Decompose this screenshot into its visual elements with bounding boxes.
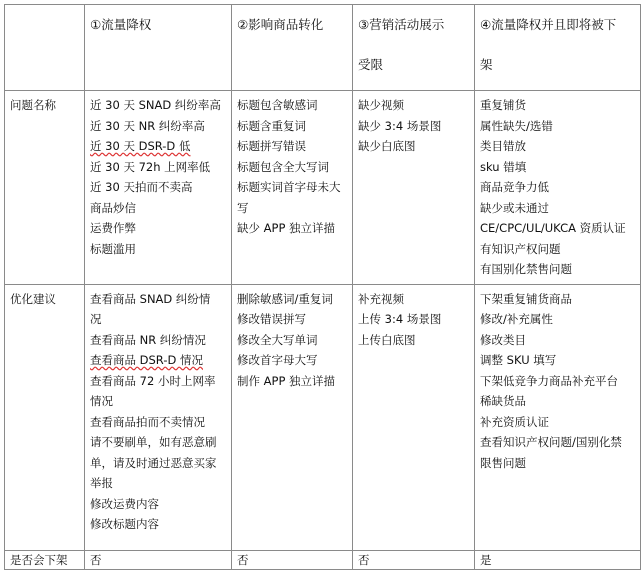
suggest-item: 修改全大写单词 <box>237 332 318 347</box>
problem-item: 缺少视频 <box>358 98 404 112</box>
problem-item: 近 30 天 DSR-D 低 <box>90 139 191 153</box>
problem-item: 有国别化禁售问题 <box>480 262 572 276</box>
suggest-col-1 <box>85 284 232 550</box>
suggest-item: 限售问题 <box>480 455 526 470</box>
header-corner <box>5 5 85 91</box>
problem-item: 标题包含全大写词 <box>237 159 329 174</box>
header-col-3 <box>353 5 475 91</box>
delist-col-4: 是 <box>475 550 641 569</box>
delist-row <box>5 550 641 569</box>
delist-col-2: 否 <box>232 550 353 569</box>
suggest-item: 补充资质认证 <box>480 414 549 429</box>
row-label-suggest: 优化建议 <box>5 284 85 550</box>
header-col-2-line: ②影响商品转化 <box>237 17 324 32</box>
problem-item: 近 30 天 NR 纠纷率高 <box>90 118 205 133</box>
problem-item: 标题含重复词 <box>237 118 306 133</box>
suggest-item: 查看商品 DSR-D 情况 <box>90 353 203 367</box>
problem-col-4 <box>475 91 641 285</box>
problem-item: 标题实词首字母未大 <box>237 180 341 194</box>
suggest-item: 查看商品 NR 纠纷情况 <box>90 332 206 347</box>
problem-item: 写 <box>237 200 249 215</box>
delist-col-3: 否 <box>353 550 475 569</box>
suggest-item: 制作 APP 独立详描 <box>237 373 336 388</box>
suggest-item: 况 <box>90 312 102 326</box>
suggest-item: 下架重复铺货商品 <box>480 291 572 306</box>
problem-item: 商品炒信 <box>90 200 136 215</box>
suggest-item: 下架低竞争力商品补充平台 <box>480 373 618 388</box>
problem-item: 类目错放 <box>480 139 526 153</box>
suggest-item: 上传白底图 <box>358 332 416 347</box>
suggest-item: 查看商品 SNAD 纠纷情 <box>90 291 211 306</box>
suggest-item: 情况 <box>90 394 113 408</box>
problem-item: 属性缺失/选错 <box>480 118 553 133</box>
suggest-item: 删除敏感词/重复词 <box>237 291 333 306</box>
problem-item: 标题拼写错误 <box>237 139 306 153</box>
problem-item: 标题滥用 <box>90 241 136 256</box>
problem-col-1 <box>85 91 232 285</box>
header-col-4-line: 架 <box>480 57 493 72</box>
row-label-delist: 是否会下架 <box>5 550 85 569</box>
suggest-item: 修改首字母大写 <box>237 353 318 367</box>
problem-row <box>5 91 641 285</box>
header-col-1-line: ①流量降权 <box>90 17 152 32</box>
suggest-item: 查看商品拍而不卖情况 <box>90 414 205 429</box>
problem-col-3 <box>353 91 475 285</box>
suggest-item: 单，请及时通过恶意买家 <box>90 455 217 470</box>
suggest-item: 上传 3:4 场景图 <box>358 312 442 326</box>
suggest-item: 修改错误拼写 <box>237 312 306 326</box>
problem-item: 缺少白底图 <box>358 139 416 153</box>
suggest-row <box>5 284 641 550</box>
suggest-col-3 <box>353 284 475 550</box>
suggest-item: 举报 <box>90 476 113 490</box>
suggest-item: 稀缺货品 <box>480 394 526 408</box>
suggest-item: 请不要刷单，如有恶意刷 <box>90 435 217 449</box>
problem-item: 缺少或未通过 <box>480 200 549 215</box>
header-col-2 <box>232 5 353 91</box>
header-col-3-line: ③营销活动展示 <box>358 17 445 32</box>
problem-item: 近 30 天 SNAD 纠纷率高 <box>90 98 221 112</box>
problem-item: 有知识产权问题 <box>480 241 561 256</box>
suggest-item: 修改类目 <box>480 332 526 347</box>
problem-item: 标题包含敏感词 <box>237 98 318 112</box>
row-label-problem: 问题名称 <box>5 91 85 285</box>
header-col-3-line: 受限 <box>358 57 384 72</box>
problem-item: 近 30 天 72h 上网率低 <box>90 159 211 174</box>
suggest-col-2 <box>232 284 353 550</box>
problem-item: sku 错填 <box>480 159 527 174</box>
suggest-col-4 <box>475 284 641 550</box>
header-col-4-line: ④流量降权并且即将被下 <box>480 17 617 32</box>
delist-col-1: 否 <box>85 550 232 569</box>
policy-table <box>4 4 641 570</box>
problem-item: CE/CPC/UL/UKCA 资质认证 <box>480 221 626 235</box>
header-col-1 <box>85 5 232 91</box>
suggest-item: 修改运费内容 <box>90 496 159 511</box>
problem-item: 商品竞争力低 <box>480 180 549 194</box>
problem-col-2 <box>232 91 353 285</box>
problem-item: 缺少 3:4 场景图 <box>358 118 442 133</box>
problem-item: 重复铺货 <box>480 98 526 112</box>
suggest-item: 修改标题内容 <box>90 517 159 531</box>
problem-item: 近 30 天拍而不卖高 <box>90 180 193 194</box>
suggest-item: 调整 SKU 填写 <box>480 353 557 367</box>
problem-item: 运费作弊 <box>90 221 136 235</box>
suggest-item: 修改/补充属性 <box>480 312 553 326</box>
suggest-item: 查看商品 72 小时上网率 <box>90 373 216 388</box>
header-row <box>5 5 641 91</box>
suggest-item: 补充视频 <box>358 291 404 306</box>
header-col-4 <box>475 5 641 91</box>
problem-item: 缺少 APP 独立详描 <box>237 221 336 235</box>
suggest-item: 查看知识产权问题/国别化禁 <box>480 435 622 449</box>
